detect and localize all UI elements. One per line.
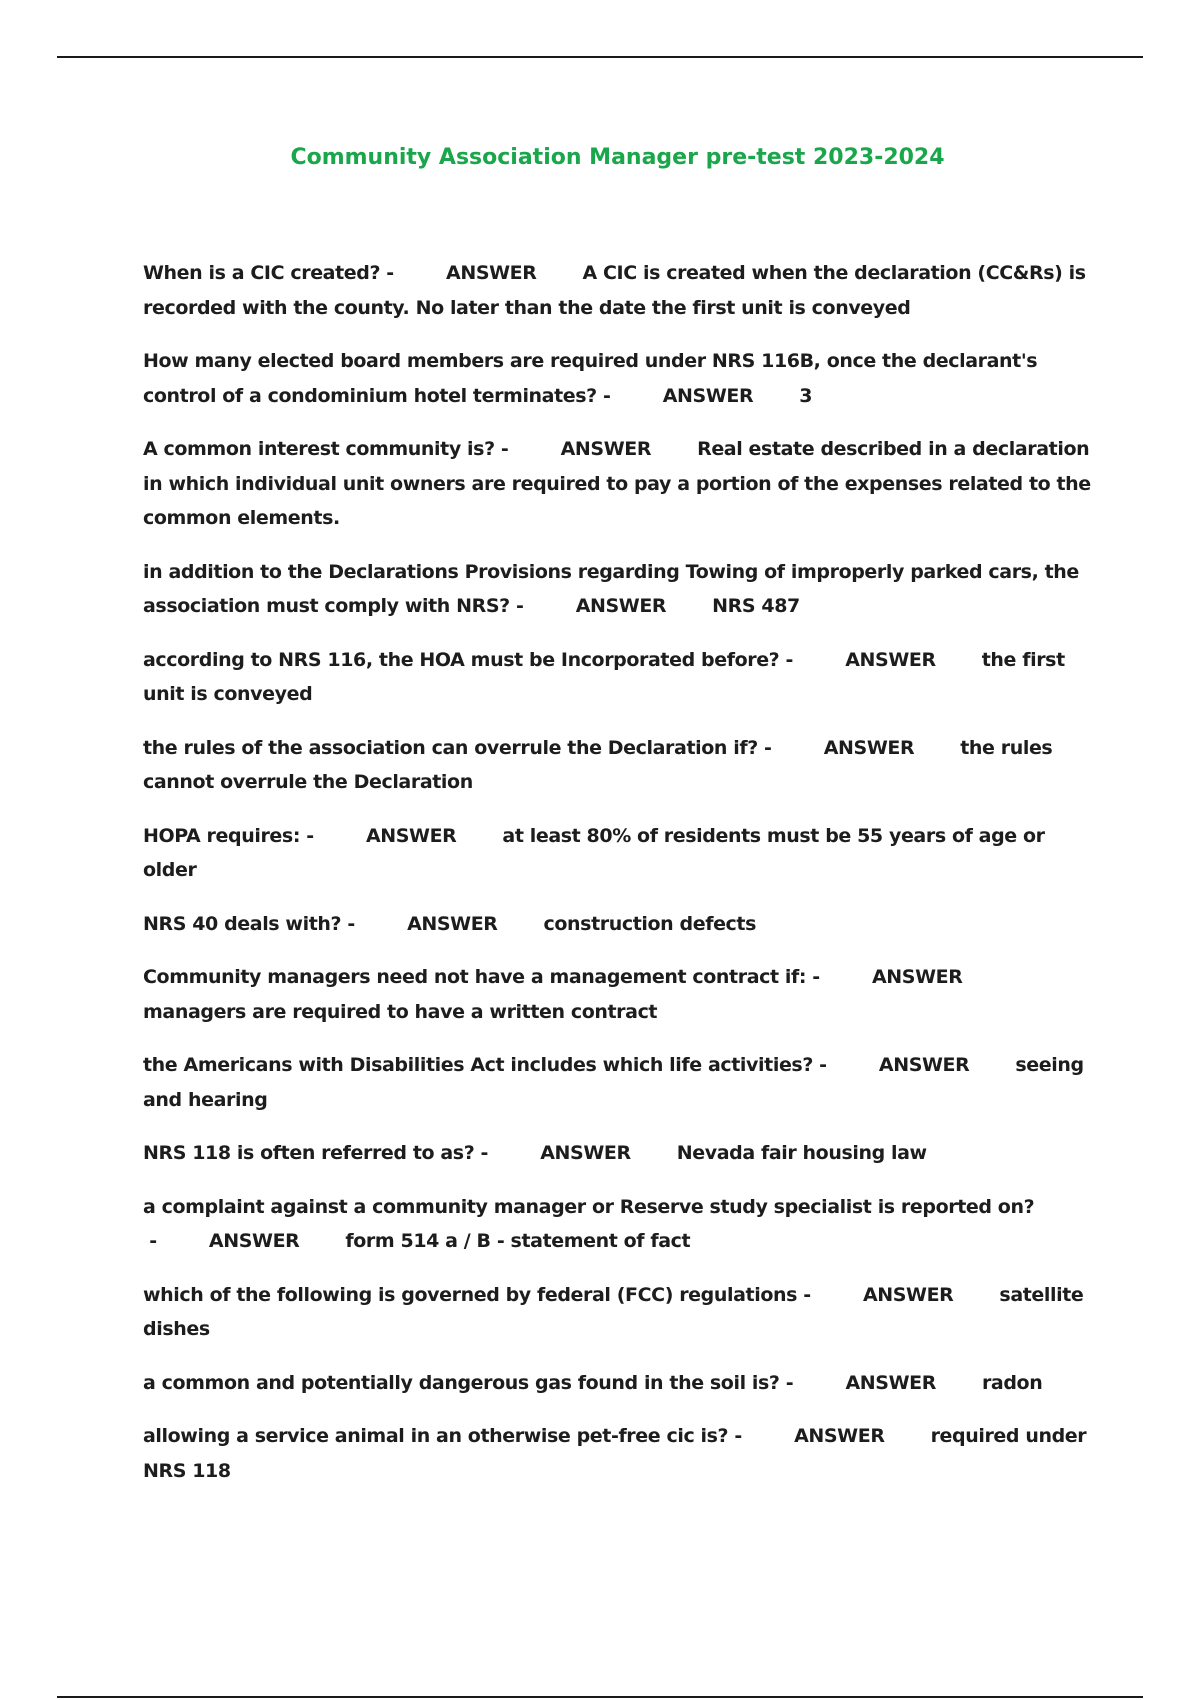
question-text: a complaint against a community manager or Reserve study specialist is reported on? bbox=[143, 1195, 1035, 1218]
answer-text: Real estate described in a declaration in which individual unit owners are required to pay a portion of the expenses related to the common elements. bbox=[143, 438, 1091, 529]
answer-label: ANSWER bbox=[560, 438, 652, 460]
question-text: HOPA requires: bbox=[143, 824, 301, 847]
answer-label: ANSWER bbox=[872, 966, 963, 988]
qa-item bbox=[143, 643, 1093, 712]
bottom-rule bbox=[57, 1696, 1143, 1698]
answer-label: ANSWER bbox=[794, 1425, 885, 1447]
answer-label: ANSWER bbox=[407, 912, 498, 935]
qa-item bbox=[143, 256, 1093, 325]
qa-item bbox=[143, 1048, 1093, 1117]
answer-text: managers are required to have a written contract bbox=[143, 1000, 658, 1023]
answer-text: NRS 487 bbox=[712, 595, 800, 617]
answer-text: construction defects bbox=[543, 912, 757, 935]
answer-label: ANSWER bbox=[878, 1054, 970, 1076]
separator: - bbox=[596, 384, 617, 407]
answer-text: at least 80% of residents must be 55 years of age or older bbox=[143, 824, 1045, 881]
question-text: How many elected board members are required under NRS 116B, once the declarant's control of a condominium hotel terminates? bbox=[143, 350, 1038, 407]
answer-label: ANSWER bbox=[446, 262, 537, 284]
question-text: which of the following is governed by federal (FCC) regulations bbox=[143, 1283, 798, 1306]
qa-item bbox=[143, 1278, 1093, 1347]
separator: - bbox=[494, 438, 515, 460]
answer-label: ANSWER bbox=[365, 824, 457, 847]
answer-label: ANSWER bbox=[662, 384, 754, 407]
separator: - bbox=[380, 262, 401, 284]
separator: - bbox=[509, 595, 530, 617]
answer-label: ANSWER bbox=[845, 648, 936, 671]
question-text: NRS 40 deals with? bbox=[143, 912, 342, 935]
question-text: When is a CIC created? bbox=[143, 262, 381, 284]
separator: - bbox=[757, 736, 778, 759]
answer-text: required under NRS 118 bbox=[143, 1425, 1087, 1482]
answer-label: ANSWER bbox=[540, 1142, 631, 1164]
answer-label: ANSWER bbox=[575, 595, 667, 617]
answer-text: satellite dishes bbox=[143, 1283, 1084, 1340]
qa-item bbox=[143, 731, 1093, 800]
question-text: according to NRS 116, the HOA must be Incorporated before? bbox=[143, 648, 780, 671]
answer-text: the rules cannot overrule the Declaration bbox=[143, 736, 1053, 793]
answer-text: A CIC is created when the declaration (CC&Rs) is recorded with the county. No later than the date the first unit is conveyed bbox=[143, 262, 1086, 319]
question-text: the Americans with Disabilities Act includes which life activities? bbox=[143, 1054, 813, 1076]
qa-item bbox=[143, 1419, 1093, 1488]
qa-item bbox=[143, 819, 1093, 888]
answer-label: ANSWER bbox=[208, 1230, 300, 1252]
qa-item bbox=[143, 555, 1093, 624]
separator: - bbox=[797, 1283, 817, 1306]
question-text: Community managers need not have a management contract if: bbox=[143, 966, 807, 988]
separator: - bbox=[812, 1054, 833, 1076]
answer-text: form 514 a / B - statement of fact bbox=[345, 1230, 691, 1252]
question-text: allowing a service animal in an otherwise pet-free cic is? bbox=[143, 1425, 729, 1447]
answer-text: radon bbox=[981, 1371, 1043, 1394]
separator: - bbox=[143, 1230, 163, 1252]
document-title: Community Association Manager pre-test 2023-2024 bbox=[290, 145, 945, 170]
qa-item bbox=[143, 1136, 1093, 1171]
qa-item bbox=[143, 907, 1093, 942]
separator: - bbox=[300, 824, 320, 847]
answer-label: ANSWER bbox=[862, 1283, 954, 1306]
separator: - bbox=[779, 648, 800, 671]
answer-label: ANSWER bbox=[823, 736, 915, 759]
separator: - bbox=[474, 1142, 495, 1164]
qa-item bbox=[143, 960, 1093, 1029]
separator: - bbox=[341, 912, 362, 935]
question-text: A common interest community is? bbox=[143, 438, 495, 460]
question-text: in addition to the Declarations Provisions regarding Towing of improperly parked cars, the association must comply with NRS? bbox=[143, 560, 1079, 617]
question-text: the rules of the association can overrule the Declaration if? bbox=[143, 736, 758, 759]
qa-item bbox=[143, 432, 1093, 536]
question-text: a common and potentially dangerous gas found in the soil is? bbox=[143, 1371, 780, 1394]
qa-item bbox=[143, 1190, 1093, 1259]
answer-text: seeing and hearing bbox=[143, 1054, 1084, 1111]
separator: - bbox=[806, 966, 826, 988]
answer-label: ANSWER bbox=[845, 1371, 936, 1394]
answer-text: Nevada fair housing law bbox=[676, 1142, 927, 1164]
qa-item bbox=[143, 1366, 1093, 1401]
answer-text: the first unit is conveyed bbox=[143, 648, 1065, 705]
qa-list bbox=[143, 256, 1093, 1507]
answer-text: 3 bbox=[799, 384, 813, 407]
separator: - bbox=[728, 1425, 749, 1447]
separator: - bbox=[779, 1371, 800, 1394]
question-text: NRS 118 is often referred to as? bbox=[143, 1142, 475, 1164]
qa-item bbox=[143, 344, 1093, 413]
top-rule bbox=[57, 56, 1143, 58]
